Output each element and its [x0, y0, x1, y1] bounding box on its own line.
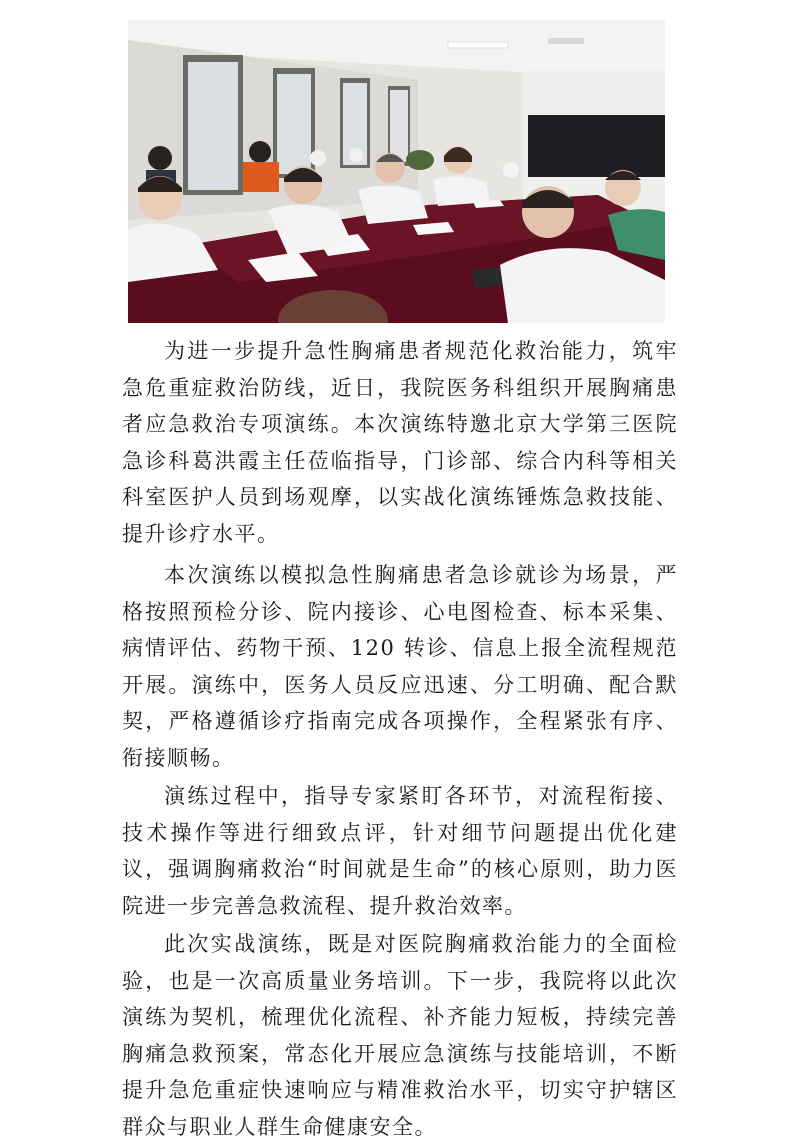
paragraph-3: 演练过程中，指导专家紧盯各环节，对流程衔接、技术操作等进行细致点评，针对细节问题提出优化建议，强调胸痛救治“时间就是生命”的核心原则，助力医院进一步完善急救流程、提升救治效率。: [122, 784, 678, 918]
paragraph-2: 本次演练以模拟急性胸痛患者急诊就诊为场景，严格按照预检分诊、院内接诊、心电图检查、标本采集、病情评估、药物干预、120 转诊、信息上报全流程规范开展。演练中，医务人员反应迅速、分工明确、配合默契，严格遵循诊疗指南完成各项操作，全程紧张有序、衔接顺畅。: [122, 563, 678, 770]
window-2: [273, 68, 315, 178]
meeting-photo-illustration: [128, 20, 665, 323]
meeting-photo: [128, 20, 665, 323]
paragraph-1: 为进一步提升急性胸痛患者规范化救治能力，筑牢急危重症救治防线，近日，我院医务科组织开展胸痛患者应急救治专项演练。本次演练特邀北京大学第三医院急诊科葛洪霞主任莅临指导，门诊部、综合内科等相关科室医护人员到场观摩，以实战化演练锤炼急救技能、提升诊疗水平。: [122, 339, 678, 546]
window-1: [183, 55, 243, 195]
article-body: [122, 333, 678, 1145]
tv-screen: [528, 115, 665, 177]
paragraph-4: 此次实战演练，既是对医院胸痛救治能力的全面检验，也是一次高质量业务培训。下一步，我院将以此次演练为契机，梳理优化流程、补齐能力短板，持续完善胸痛急救预案，常态化开展应急演练与技能培训，不断提升急危重症快速响应与精准救治水平，切实守护辖区群众与职业人群生命健康安全。: [122, 932, 678, 1139]
